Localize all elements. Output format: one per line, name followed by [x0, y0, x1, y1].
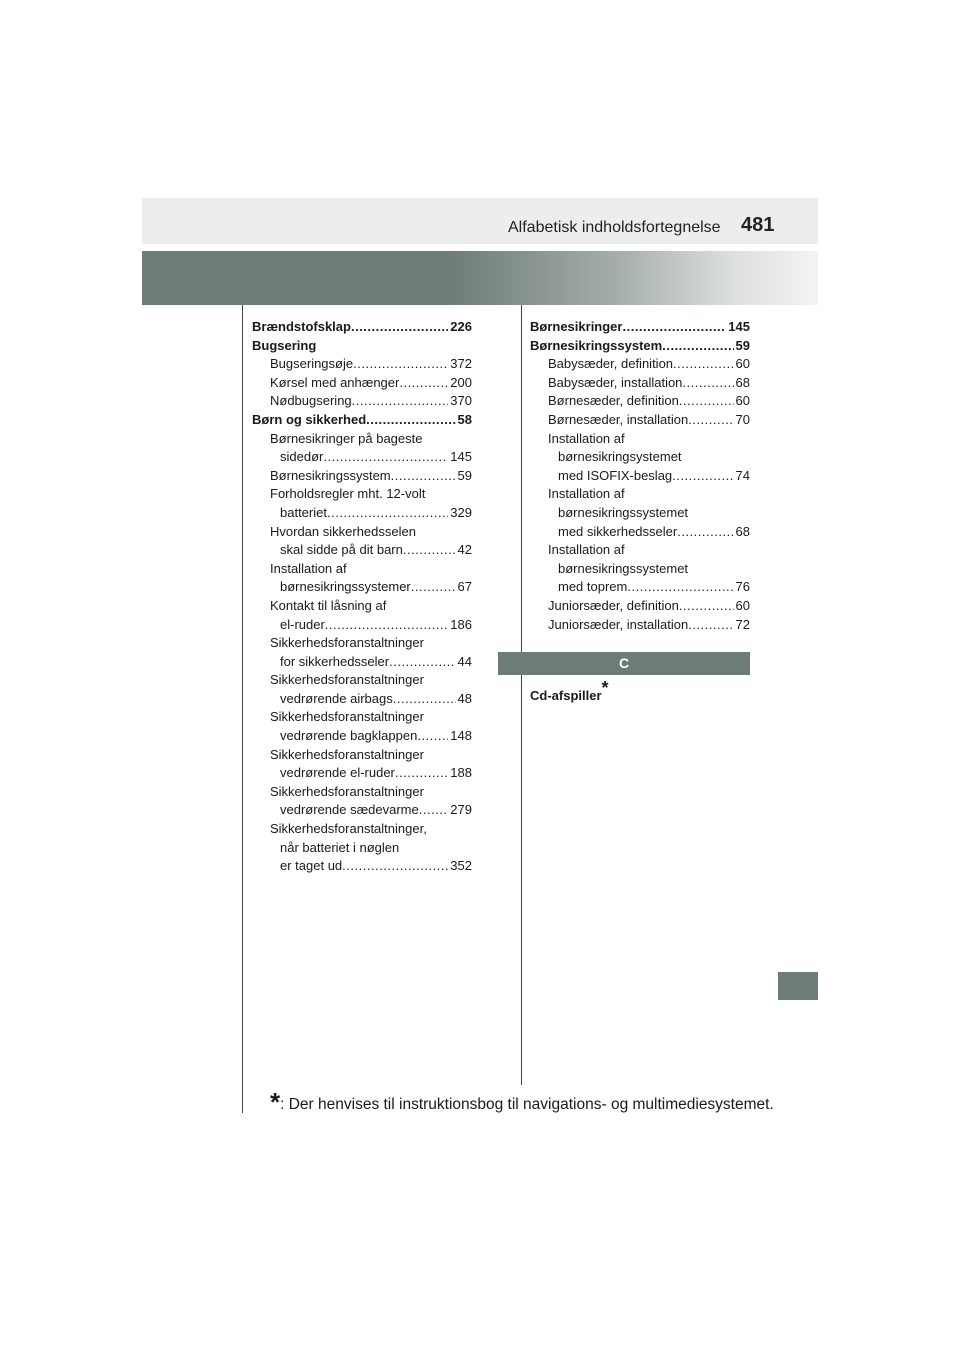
index-entry-page: 60 [735, 393, 750, 409]
index-entry-term: Nødbugsering [270, 393, 352, 409]
index-entry-term: Brændstofsklap [252, 319, 351, 334]
index-entry-page: 186 [450, 616, 472, 632]
dot-leader [353, 355, 448, 374]
dot-leader [688, 616, 733, 635]
index-subentry-line: Sikkerhedsforanstaltninger, [270, 821, 427, 837]
index-entry[interactable] [252, 727, 472, 746]
index-entry-page: 145 [728, 319, 750, 334]
dot-leader [688, 411, 733, 430]
index-entry-page: 329 [450, 504, 472, 520]
left-column-rule [242, 305, 243, 1113]
index-subentry-line: Hvordan sikkerhedsselen [270, 523, 416, 539]
index-entry-page: 60 [735, 597, 750, 613]
index-entry[interactable] [252, 504, 472, 523]
dot-leader [351, 318, 448, 337]
dot-leader [389, 653, 455, 672]
dot-leader [395, 764, 448, 783]
index-entry-term: Børnesæder, installation [548, 411, 689, 427]
index-entry-page: 59 [457, 467, 472, 483]
dot-leader [411, 578, 456, 597]
index-entry-term: børnesikringssystemer [280, 579, 411, 595]
dot-leader [672, 467, 733, 486]
index-entry[interactable] [530, 318, 750, 337]
index-entry[interactable] [252, 616, 472, 635]
header-title: Alfabetisk indholdsfortegnelse [508, 219, 721, 236]
index-entry-page: 60 [735, 356, 750, 372]
index-entry[interactable] [530, 355, 750, 374]
index-entry-term: med ISOFIX-beslag [558, 467, 673, 483]
index-entry-page: 76 [735, 579, 750, 595]
dot-leader [662, 337, 733, 356]
dot-leader [677, 523, 733, 542]
dot-leader [417, 727, 448, 746]
index-entry-page: 70 [735, 411, 750, 427]
dot-leader [403, 541, 456, 560]
index-entry-term: vedrørende airbags [280, 690, 393, 706]
index-entry[interactable] [252, 857, 472, 876]
index-entry-term: vedrørende el-ruder [280, 765, 395, 781]
dot-leader [327, 504, 448, 523]
index-subentry-line: Installation af [548, 486, 625, 502]
index-entry-page: 200 [450, 374, 472, 390]
index-entry[interactable] [252, 374, 472, 393]
index-entry-term: med sikkerhedsseler [558, 523, 678, 539]
dot-leader [391, 467, 456, 486]
dot-leader [399, 374, 448, 393]
index-entry-term: Kørsel med anhænger [270, 374, 400, 390]
index-entry-term: for sikkerhedsseler [280, 653, 390, 669]
index-entry-term: Juniorsæder, installation [548, 616, 689, 632]
index-entry-page: 148 [450, 728, 472, 744]
index-entry-term: med toprem [558, 579, 628, 595]
index-entry[interactable] [252, 411, 472, 430]
index-entry-page: 59 [735, 337, 750, 353]
index-subentry-line: når batteriet i nøglen [280, 839, 400, 855]
index-subentry-line: Sikkerhedsforanstaltninger [270, 672, 424, 688]
index-entry-page: 279 [450, 802, 472, 818]
index-entry-cd-afspiller[interactable] [530, 678, 609, 703]
middle-column-rule [521, 305, 522, 1085]
index-entry[interactable] [252, 690, 472, 709]
index-entry[interactable] [530, 578, 750, 597]
index-entry-term: Babysæder, definition [548, 356, 674, 372]
index-entry-term: Børn og sikkerhed [252, 411, 367, 427]
index-subentry-line: børnesikringssystemet [558, 504, 689, 520]
index-entry-term: Babysæder, installation [548, 374, 683, 390]
section-letter-band: C [498, 652, 750, 675]
index-entry-page: 44 [457, 653, 472, 669]
index-subentry-line: Sikkerhedsforanstaltninger [270, 783, 424, 799]
dot-leader [393, 690, 456, 709]
index-entry-page: 188 [450, 765, 472, 781]
index-subentry-line: Installation af [270, 560, 347, 576]
index-subentry-line: Installation af [548, 542, 625, 558]
index-entry[interactable] [252, 318, 472, 337]
index-entry-page: 68 [735, 374, 750, 390]
index-subentry-line: Installation af [548, 430, 625, 446]
index-subentry-line: Forholdsregler mht. 12-volt [270, 486, 426, 502]
dot-leader [366, 411, 455, 430]
index-entry-term: vedrørende sædevarme [280, 802, 419, 818]
index-entry-term: Børnesikringssystem [530, 337, 663, 353]
index-column-right [530, 318, 750, 634]
index-entry[interactable] [530, 597, 750, 616]
dot-leader [682, 374, 733, 393]
chapter-side-tab [778, 972, 818, 1000]
footnote-text: : Der henvises til instruktionsbog til navigations- og multimediesystemet. [280, 1096, 774, 1113]
dot-leader [679, 392, 734, 411]
index-entry[interactable] [530, 616, 750, 635]
dot-leader [342, 857, 448, 876]
index-entry[interactable] [252, 764, 472, 783]
index-subentry-line: Sikkerhedsforanstaltninger [270, 709, 424, 725]
index-entry[interactable] [252, 801, 472, 820]
index-entry-page: 226 [450, 319, 472, 334]
index-entry-term: er taget ud [280, 858, 343, 874]
index-entry-page: 145 [450, 449, 472, 465]
index-entry[interactable] [530, 523, 750, 542]
index-entry[interactable] [252, 392, 472, 411]
index-entry-page: 58 [457, 411, 472, 427]
index-heading: Bugsering [252, 337, 317, 353]
index-entry-page: 352 [450, 858, 472, 874]
index-column-left [252, 318, 472, 876]
index-entry-term: Cd-afspiller [530, 688, 602, 703]
index-entry-page: 68 [735, 523, 750, 539]
asterisk-mark: * [601, 678, 609, 698]
dot-leader [323, 448, 448, 467]
index-entry[interactable] [252, 467, 472, 486]
index-entry-term: Juniorsæder, definition [548, 597, 679, 613]
index-entry-term: sidedør [280, 449, 324, 465]
index-entry[interactable] [530, 337, 750, 356]
index-entry-page: 48 [457, 690, 472, 706]
index-entry[interactable] [530, 467, 750, 486]
index-subentry-line: børnesikringssystemet [558, 560, 689, 576]
index-entry[interactable] [252, 578, 472, 597]
index-subentry-line: Sikkerhedsforanstaltninger [270, 746, 424, 762]
header-gradient-bar [142, 251, 818, 305]
index-entry-page: 74 [735, 467, 750, 483]
index-entry-page: 372 [450, 356, 472, 372]
footnote [270, 1087, 774, 1118]
footnote-asterisk: * [270, 1087, 281, 1117]
index-entry-page: 67 [457, 579, 472, 595]
dot-leader [419, 801, 449, 820]
index-subentry-line: Kontakt til låsning af [270, 597, 387, 613]
index-entry-term: Børnesæder, definition [548, 393, 679, 409]
index-entry[interactable] [530, 374, 750, 393]
index-subentry-line: Børnesikringer på bageste [270, 430, 423, 446]
dot-leader [325, 616, 449, 635]
index-entry-page: 370 [450, 393, 472, 409]
index-entry-term: Børnesikringssystem [270, 467, 391, 483]
dot-leader [679, 597, 734, 616]
index-entry[interactable] [252, 355, 472, 374]
index-entry[interactable] [530, 392, 750, 411]
index-entry[interactable] [530, 411, 750, 430]
index-entry[interactable] [252, 653, 472, 672]
dot-leader [673, 355, 734, 374]
index-entry-term: batteriet [280, 504, 327, 520]
index-entry-term: Bugseringsøje [270, 356, 354, 372]
page-number: 481 [741, 214, 775, 236]
index-entry-page: 72 [735, 616, 750, 632]
index-subentry-line: Sikkerhedsforanstaltninger [270, 635, 424, 651]
dot-leader [627, 578, 733, 597]
index-entry-term: Børnesikringer [530, 319, 623, 334]
dot-leader [352, 392, 449, 411]
index-entry[interactable] [252, 448, 472, 467]
index-entry-page: 42 [457, 542, 472, 558]
index-entry-term: el-ruder [280, 616, 325, 632]
dot-leader [622, 318, 726, 337]
index-entry[interactable] [252, 541, 472, 560]
index-subentry-line: børnesikringsystemet [558, 449, 682, 465]
index-entry-term: vedrørende bagklappen [280, 728, 418, 744]
index-entry-term: skal sidde på dit barn [280, 542, 403, 558]
